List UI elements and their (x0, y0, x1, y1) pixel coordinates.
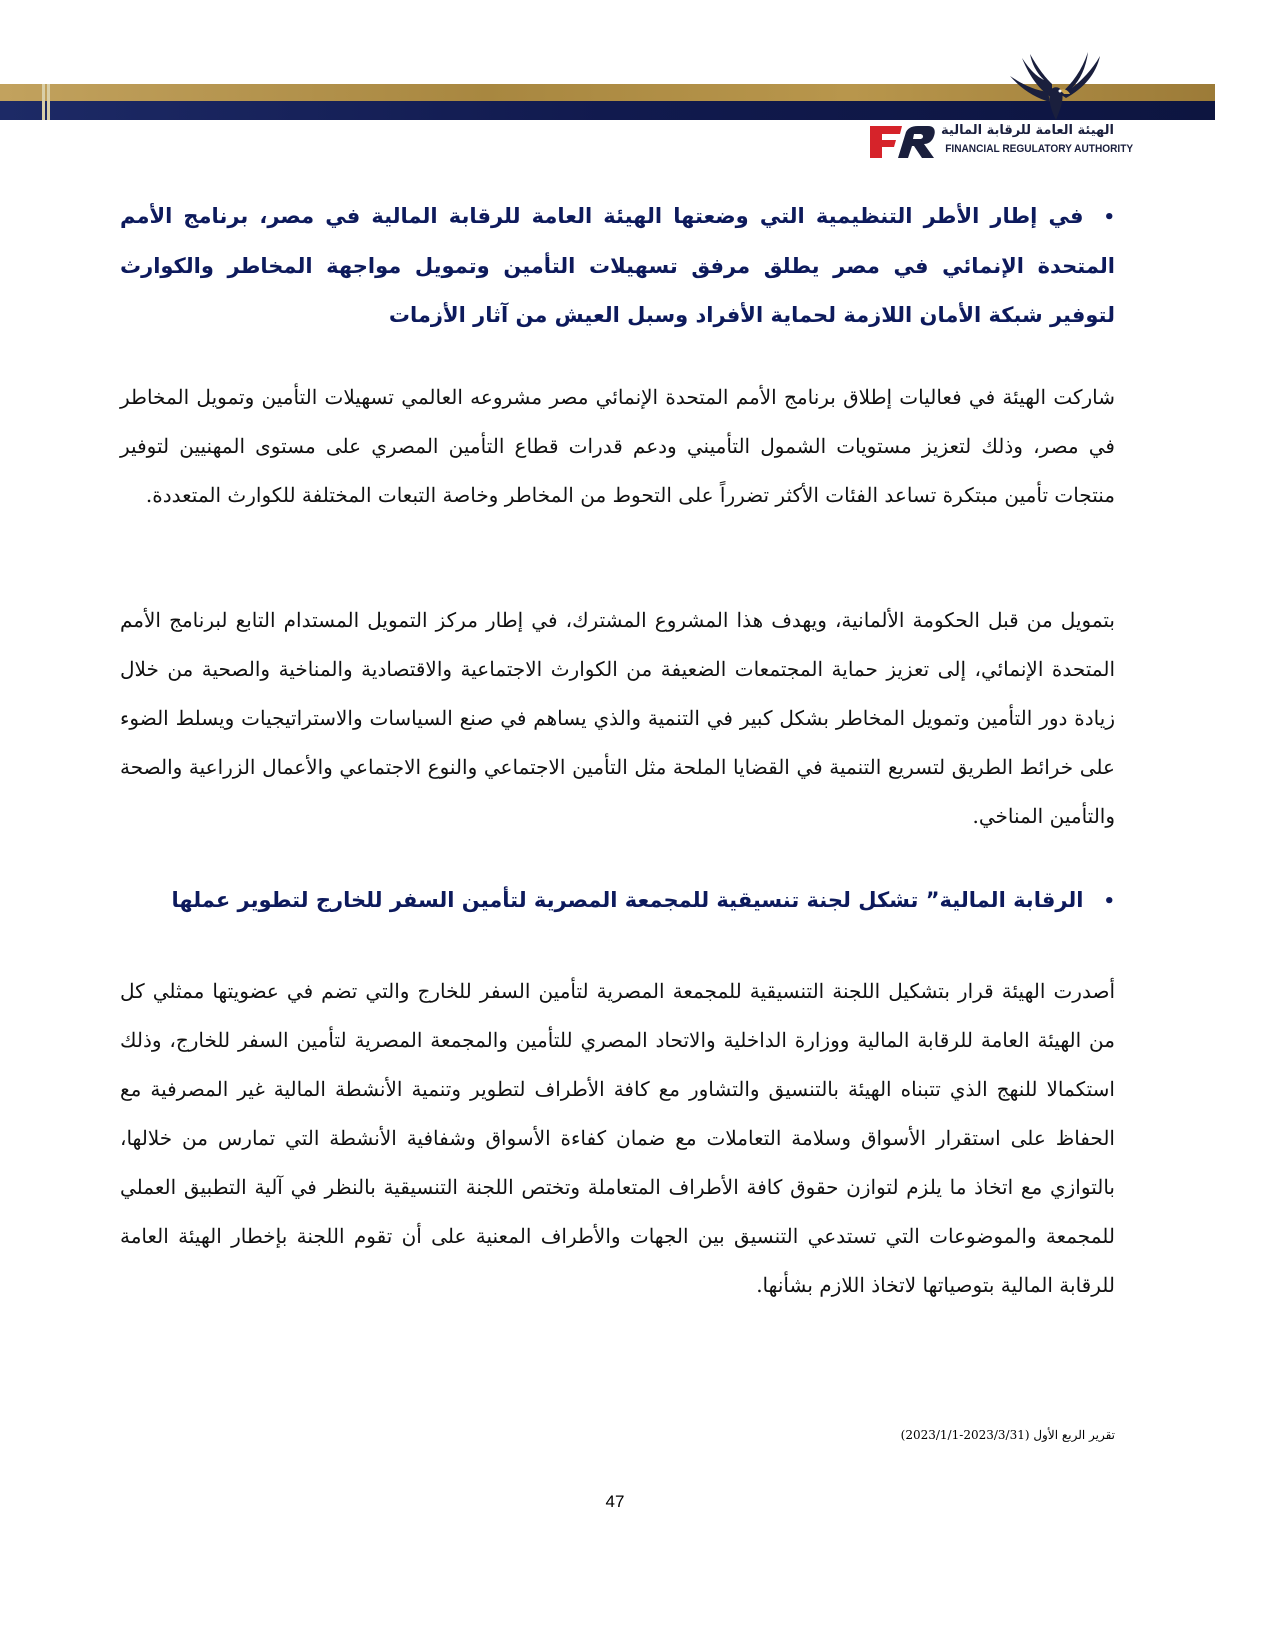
article-heading-2-text: الرقابة المالية” تشكل لجنة تنسيقية للمجمعة المصرية لتأمين السفر للخارج لتطوير عملها (171, 888, 1084, 912)
article-paragraph-2: بتمويل من قبل الحكومة الألمانية، ويهدف هذا المشروع المشترك، في إطار مركز التمويل المستدام التابع لبرنامج الأمم المتحدة الإنمائي، إلى تعزيز حماية المجتمعات الضعيفة من الكوارث الاجتماعية والاقتصادية والمناخية والصحية من خلال زيادة دور التأمين وتمويل المخاطر بشكل كبير في التنمية والذي يساهم في صنع السياسات والاستراتيجيات ويسلط الضوء على خرائط الطريق لتسريع التنمية في القضايا الملحة مثل التأمين الاجتماعي والنوع الاجتماعي والأعمال الزراعية والصحة والتأمين المناخي. (120, 608, 1115, 828)
article-paragraph-3: أصدرت الهيئة قرار بتشكيل اللجنة التنسيقية للمجمعة المصرية لتأمين السفر للخارج والتي تضم في عضويتها ممثلي كل من الهيئة العامة للرقابة المالية ووزارة الداخلية والاتحاد المصري للتأمين والمجمعة المصرية لتأمين السفر للخارج، وذلك استكمالا للنهج الذي تتبناه الهيئة بالتنسيق والتشاور مع كافة الأطراف لتطوير وتنمية الأنشطة المالية غير المصرفية مع الحفاظ على استقرار الأسواق وسلامة التعاملات مع ضمان كفاءة الأسواق وشفافية الأنشطة التي تمارس من خلالها، بالتوازي مع اتخاذ ما يلزم لتوازن حقوق كافة الأطراف المتعاملة وتختص اللجنة التنسيقية بالنظر في آلية التطبيق العملي للمجمعة والموضوعات التي تستدعي التنسيق بين الجهات والأطراف المعنية على أن تقوم اللجنة بإخطار الهيئة العامة للرقابة المالية بتوصياتها لاتخاذ اللازم بشأنها. (120, 979, 1115, 1297)
article-heading-1 (120, 192, 1115, 340)
header-band-divider (42, 84, 45, 120)
eagle-icon (1000, 50, 1110, 125)
fra-logo (860, 50, 1134, 162)
article-heading-1-text: في إطار الأطر التنظيمية التي وضعتها الهيئة العامة للرقابة المالية في مصر، برنامج الأمم المتحدة الإنمائي في مصر يطلق مرفق تسهيلات التأمين وتمويل مواجهة المخاطر والكوارث لتوفير شبكة الأمان اللازمة لحماية الأفراد وسبل العيش من آثار الأزمات (120, 204, 1115, 327)
page-number: 47 (605, 1492, 625, 1511)
fra-monogram-icon (868, 122, 936, 162)
logo-english-name: FINANCIAL REGULATORY AUTHORITY (945, 143, 1134, 155)
bullet-icon: • (1103, 207, 1115, 228)
header-band-divider (47, 84, 50, 120)
article-paragraph-1: شاركت الهيئة في فعاليات إطلاق برنامج الأمم المتحدة الإنمائي مصر مشروعه العالمي تسهيلات التأمين وتمويل المخاطر في مصر، وذلك لتعزيز مستويات الشمول التأميني ودعم قدرات قطاع التأمين المصري على مستوى المهنيين لتوفير منتجات تأمين مبتكرة تساعد الفئات الأكثر تضرراً على التحوط من المخاطر وخاصة التبعات المختلفة للكوارث المتعددة. (120, 385, 1115, 507)
report-period-label: تقرير الربع الأول (2023/3/31-2023/1/1) (900, 1428, 1115, 1442)
bullet-icon: • (1103, 891, 1115, 912)
article-heading-2 (120, 876, 1115, 926)
logo-arabic-name: الهيئة العامة للرقابة المالية (941, 123, 1114, 138)
